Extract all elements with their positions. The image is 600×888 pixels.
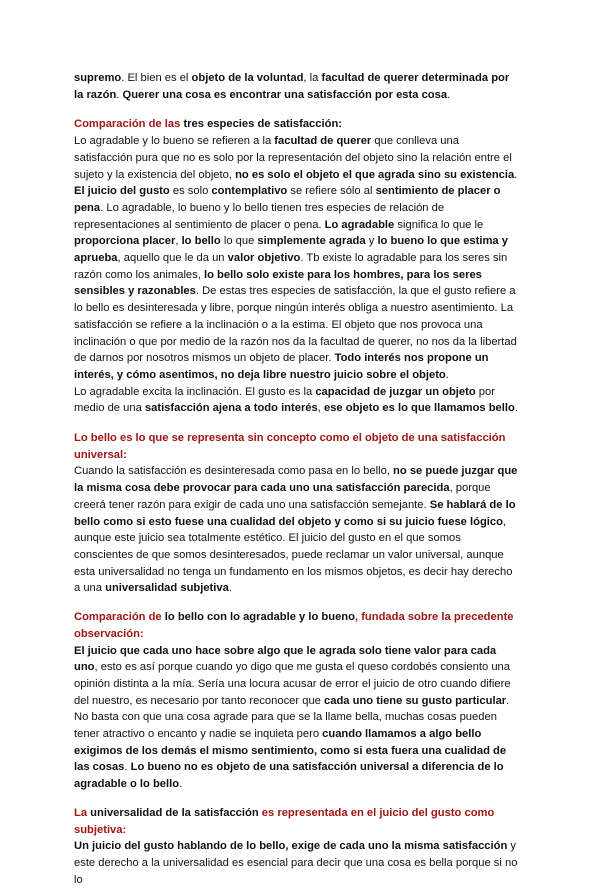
text: y este derecho a la universalidad es esencial para decir que una cosa es bella porque si no lo [74,840,518,886]
text: que conlleva una satisfacción pura que no es solo por la representación del objeto sino la relación entre el sujeto y la existencia del objeto, [74,135,512,181]
text-bold: Querer una cosa es encontrar una satisfacción por esta cosa [122,88,448,101]
paragraph-intro [74,70,520,103]
text: , la [303,72,322,84]
text: . [179,778,183,791]
text-bold: satisfacción ajena a todo interés [144,402,318,415]
text: . El bien es el [121,72,192,84]
text-bold: cuando llamamos a algo bello exigimos de los demás el mismo sentimiento, como si esta fuera una cualidad de las cosas [74,728,507,774]
text: , aquello que le da un [117,252,228,265]
text-bold: Se hablará de lo bello como si esto fuese una cualidad del objeto y como si su juicio fuese lógico [74,498,516,528]
text-bold: no se puede juzgar que la misma cosa debe provocar para cada uno una satisfacción parecida [74,465,518,495]
text: por medio de una [74,385,495,415]
text-bold: Un juicio del gusto hablando de lo bello, exige de cada uno la misma satisfacción [74,840,508,853]
text: y [365,235,378,248]
text: . [447,88,451,101]
section-heading-tres-especies [74,116,520,133]
heading-red-part: , fundada sobre la precedente observación: [74,611,514,640]
text-bold: proporciona placer [74,235,176,248]
text: . [116,88,123,101]
text: Cuando la satisfacción es desinteresada como pasa en lo bello, [74,465,394,478]
heading-red-part: Comparación de [74,611,165,624]
text: . Tb existe lo agradable para los seres sin razón como los animales, [74,252,508,281]
paragraph-universalidad [74,838,520,888]
text: , [317,402,324,415]
heading-black-part: lo bello con lo agradable y lo bueno [164,611,355,624]
text-bold: El juicio que cada uno hace sobre algo que le agrada solo tiene valor para cada uno [74,644,497,674]
text: , porque creerá tener razón para exigir de cada uno una satisfacción semejante. [74,482,491,511]
text-bold: Todo interés nos propone un interés, y cómo asentimos, no deja libre nuestro juicio sobre el objeto [74,352,489,381]
text-bold: lo bueno lo que estima y aprueba [74,235,508,265]
text: . [124,761,131,774]
text: , aunque este juicio sea totalmente estético. El juicio del gusto en el que somos conscientes de que somos desinteresados, puede reclamar un valor universal, aunque esta universalidad no tenga un fundamento en los mismos objetos, es decir hay derecho a una [74,515,513,595]
text: , esto es así porque cuando yo digo que me gusta el queso cordobés consiento una opinión distinta a la mía. Sería una locura acusar de error el juicio de otro cuando difiere del nuestro, es necesario por tanto reconocer que [74,661,511,707]
text-bold: facultad de querer determinada por la razón [74,72,510,101]
text-bold: Lo bueno no es objeto de una satisfacción universal a diferencia de lo agradable o lo bello [74,761,504,791]
paragraph-agradable [74,384,520,417]
text-bold: capacidad de juzgar un objeto [315,385,476,398]
text: . [514,402,518,415]
paragraph-comparacion [74,643,520,793]
text: lo que [220,235,258,248]
text-bold: lo bello [181,235,221,248]
text: Lo agradable excita la inclinación. El gusto es la [74,385,316,398]
text-bold: supremo [74,72,122,84]
text: , [175,235,182,248]
text-bold: facultad de querer [274,135,372,148]
section-heading-comparacion [74,609,520,642]
heading-black-part: tres especies de satisfacción: [183,118,343,131]
text-bold: universalidad subjetiva [105,582,229,595]
heading-red-part: Comparación de las [74,118,184,131]
text: . [514,168,518,181]
text-bold: valor objetivo [227,252,301,265]
text-bold: sentimiento de placer o pena [74,185,501,214]
text-bold: El juicio del gusto [74,185,170,198]
text-bold: ese objeto es lo que llamamos bello [323,402,515,415]
text: . [445,368,449,381]
text: significa lo que le [394,218,484,231]
text: . De estas tres especies de satisfacción, la que el gusto refiere a lo bello es desinteresada y libre, porque ningún interés obliga a nuestro asentimiento. La satisfacción se refiere a la inclinación o a la estima. El objeto que nos provoca una inclinación o que por medio de la razón nos da la facultad de querer, no nos da la libertad de darnos por nosotros mismos un objeto de placer. [74,285,517,365]
text-bold: simplemente agrada [257,235,366,248]
text-bold: Lo agradable [324,218,395,231]
text: . No basta con que una cosa agrade para que se la llame bella, muchas cosas pueden tener atractivo o encanto y nadie se inquieta pero [74,694,510,741]
text-bold: objeto de la voluntad [191,72,304,84]
text: se refiere sólo al [287,185,376,198]
paragraph-lo-bello [74,463,520,597]
text-bold: lo bello solo existe para los hombres, para los seres sensibles y razonables [74,268,482,298]
heading-black-part: universalidad de la satisfacción [90,806,259,819]
heading-red-part: La [74,806,91,819]
text: Lo agradable y lo bueno se refieren a la [74,135,275,148]
heading-red-part: Lo bello es lo que se representa sin concepto como el objeto de una satisfacción universal: [74,432,506,461]
text: . Lo agradable, lo bueno y lo bello tienen tres especies de relación de representaciones al sentimiento de placer o pena. [74,201,445,231]
text-bold: cada uno tiene su gusto particular [324,694,507,707]
section-heading-universalidad [74,805,520,838]
text-bold: contemplativo [211,185,288,198]
section-heading-lo-bello [74,430,520,463]
heading-red-part: es representada en el juicio del gusto como subjetiva: [74,806,495,836]
text: es solo [169,185,212,198]
paragraph-tres-especies [74,133,520,384]
text: . [228,582,232,595]
text-bold: no es solo el objeto el que agrada sino su existencia [235,168,515,181]
